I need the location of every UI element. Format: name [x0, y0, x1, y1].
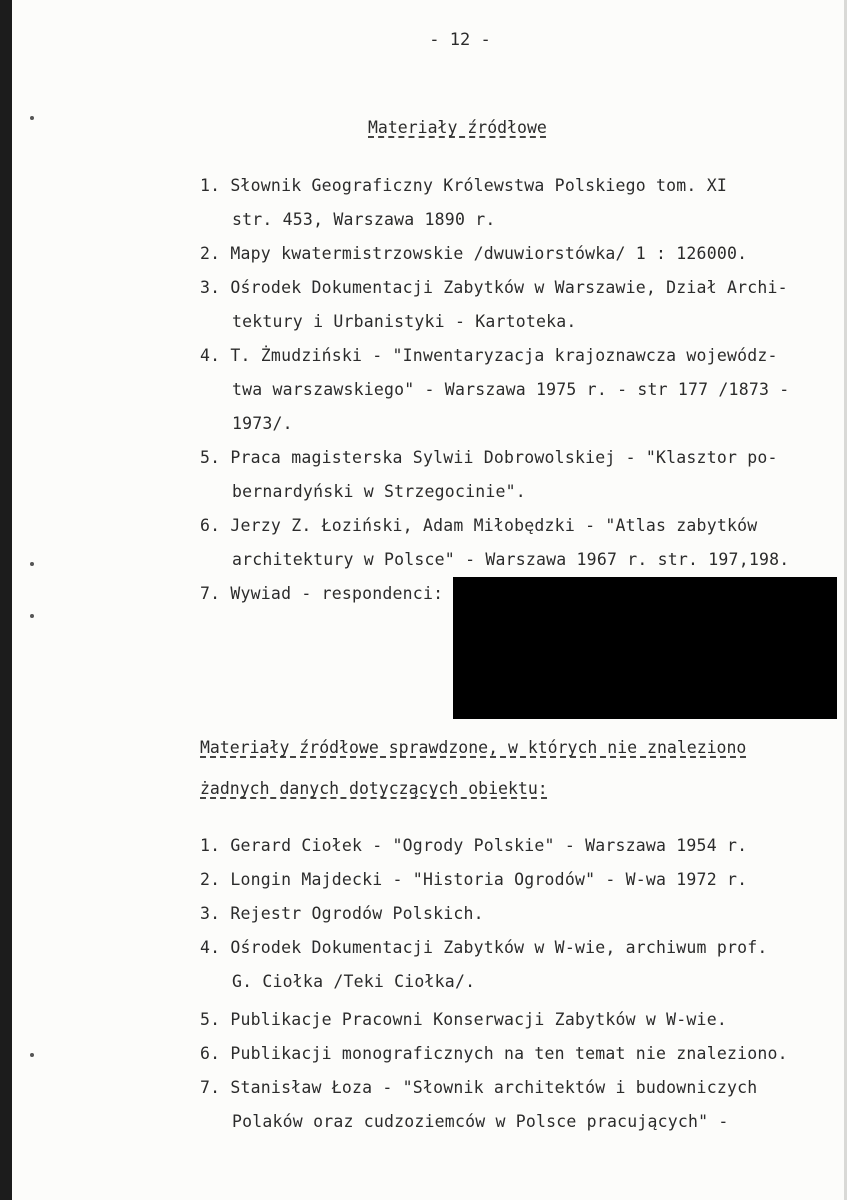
- source-line: 6. Jerzy Z. Łoziński, Adam Miłobędzki - "Atlas zabytków: [200, 516, 758, 535]
- checked-source-line: 3. Rejestr Ogrodów Polskich.: [200, 904, 484, 923]
- punch-dot: [30, 562, 34, 566]
- source-line: bernardyński w Strzegocinie".: [232, 482, 526, 501]
- source-line: 1973/.: [232, 414, 293, 433]
- source-line: str. 453, Warszawa 1890 r.: [232, 210, 496, 229]
- source-line: 1. Słownik Geograficzny Królewstwa Polskiego tom. XI: [200, 176, 727, 195]
- punch-dot: [30, 116, 34, 120]
- source-line: 2. Mapy kwatermistrzowskie /dwuwiorstówka/ 1 : 126000.: [200, 244, 748, 263]
- checked-source-line: 2. Longin Majdecki - "Historia Ogrodów" - W-wa 1972 r.: [200, 870, 748, 889]
- source-line: tektury i Urbanistyki - Kartoteka.: [232, 312, 577, 331]
- source-line: 3. Ośrodek Dokumentacji Zabytków w Warszawie, Dział Archi-: [200, 278, 788, 297]
- checked-source-line: 6. Publikacji monograficznych na ten temat nie znaleziono.: [200, 1044, 788, 1063]
- punch-dot: [30, 614, 34, 618]
- page-number: - 12 -: [429, 30, 491, 50]
- checked-source-line: G. Ciołka /Teki Ciołka/.: [232, 972, 476, 991]
- checked-source-line: 7. Stanisław Łoza - "Słownik architektów i budowniczych: [200, 1078, 758, 1097]
- section-heading-checked-sources-cont: żadnych danych dotyczących obiektu:: [200, 779, 548, 798]
- checked-source-line: 5. Publikacje Pracowni Konserwacji Zabytków w W-wie.: [200, 1010, 727, 1029]
- scan-left-edge: [0, 0, 12, 1200]
- punch-dot: [30, 1053, 34, 1057]
- source-line: 7. Wywiad - respondenci:: [200, 584, 444, 603]
- section-heading-checked-sources: Materiały źródłowe sprawdzone, w których nie znaleziono: [200, 738, 747, 757]
- checked-source-line: Polaków oraz cudzoziemców w Polsce pracujących" -: [232, 1112, 729, 1131]
- section-heading-sources: Materiały źródłowe: [368, 118, 547, 137]
- source-line: 4. T. Żmudziński - "Inwentaryzacja krajoznawcza wojewódz-: [200, 346, 778, 365]
- source-line: twa warszawskiego" - Warszawa 1975 r. - str 177 /1873 -: [232, 380, 790, 399]
- checked-source-line: 4. Ośrodek Dokumentacji Zabytków w W-wie, archiwum prof.: [200, 938, 768, 957]
- source-line: architektury w Polsce" - Warszawa 1967 r. str. 197,198.: [232, 550, 790, 569]
- source-line: 5. Praca magisterska Sylwii Dobrowolskiej - "Klasztor po-: [200, 448, 778, 467]
- redaction-block: [453, 577, 837, 719]
- checked-source-line: 1. Gerard Ciołek - "Ogrody Polskie" - Warszawa 1954 r.: [200, 836, 748, 855]
